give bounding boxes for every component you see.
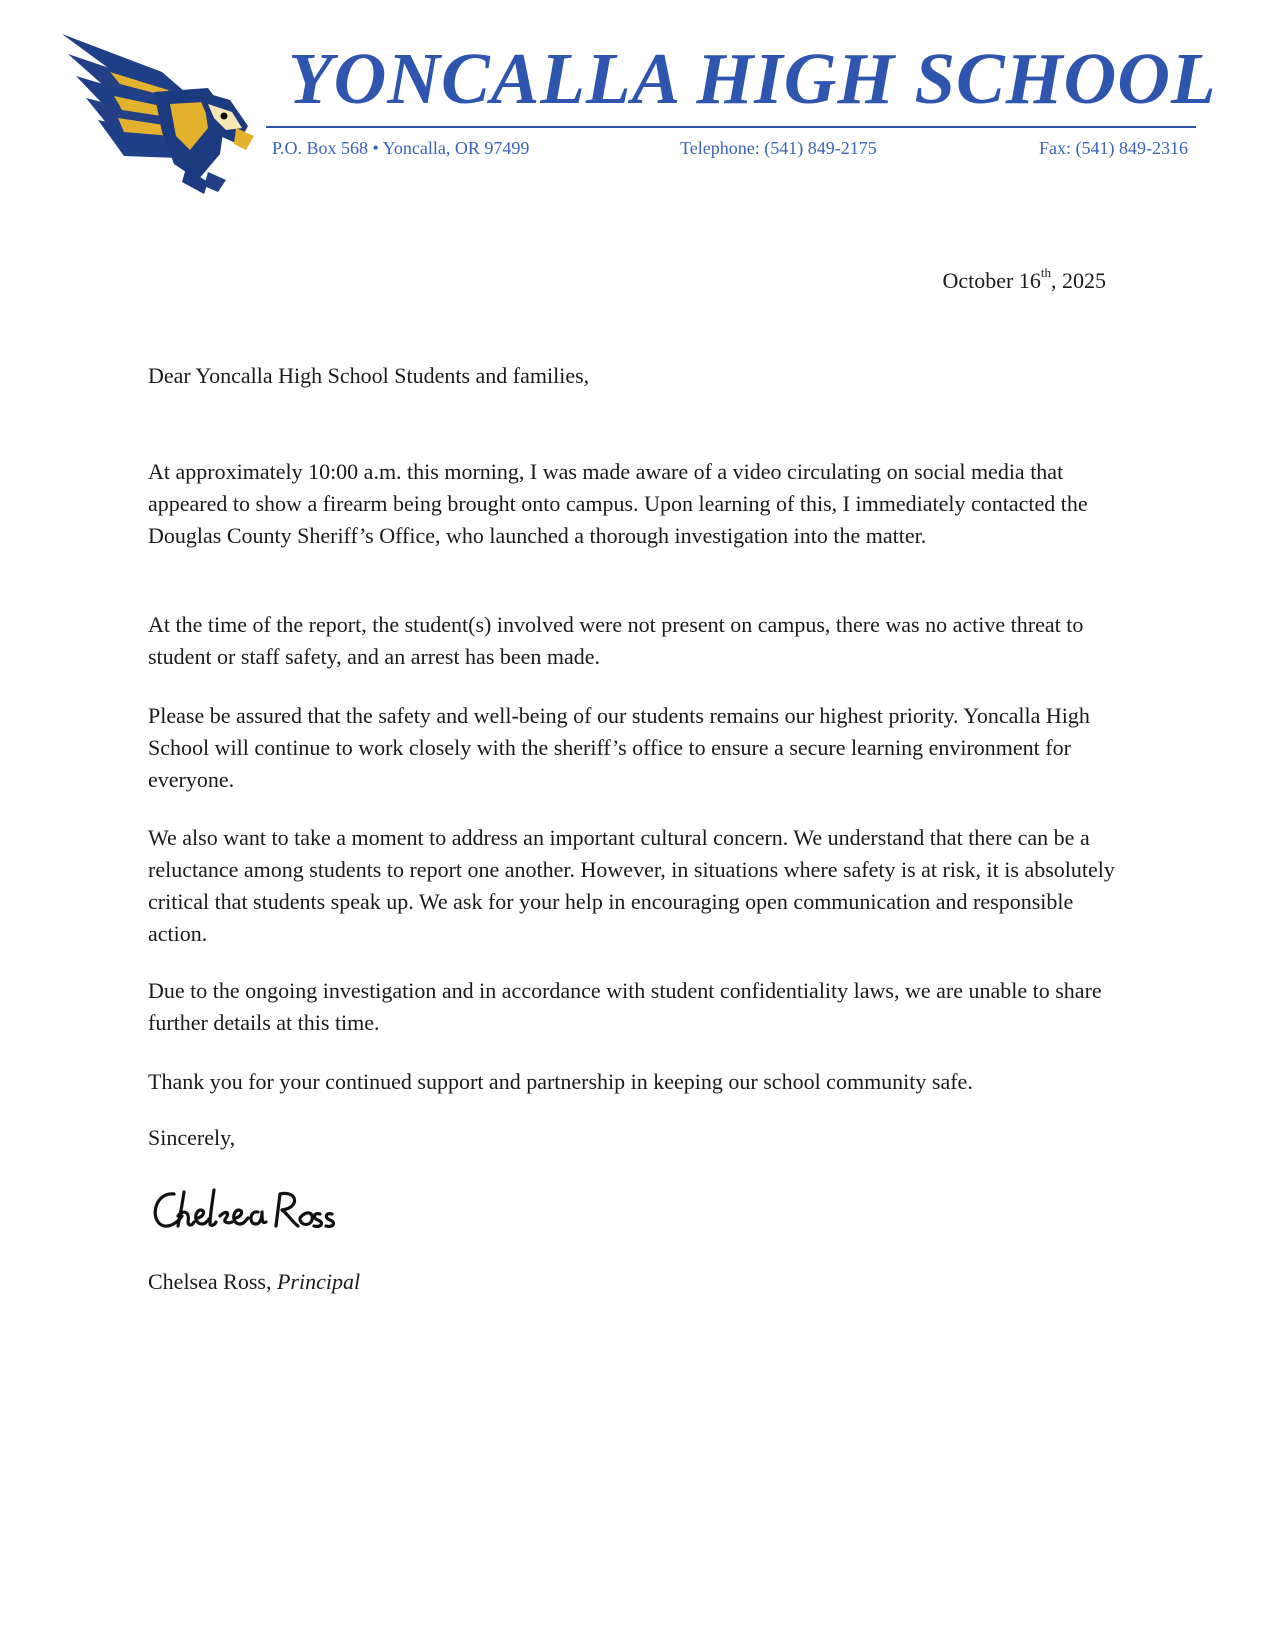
- closing: Sincerely,: [148, 1125, 236, 1150]
- school-name: YONCALLA HIGH SCHOOL: [288, 38, 1217, 119]
- paragraph: At the time of the report, the student(s) involved were not present on campus, there was no active threat to student or staff safety, and an arrest has been made.: [148, 612, 1084, 669]
- salutation: Dear Yoncalla High School Students and families,: [148, 363, 590, 388]
- date-month-day: October 16: [942, 268, 1041, 293]
- signer-name: Chelsea Ross,: [148, 1269, 277, 1294]
- school-telephone: Telephone: (541) 849-2175: [680, 138, 877, 158]
- letterhead: [0, 0, 1266, 210]
- letter-date: [800, 265, 1106, 294]
- school-fax: Fax: (541) 849-2316: [1039, 138, 1188, 158]
- date-year: , 2025: [1051, 268, 1106, 293]
- contact-row: [272, 138, 1188, 162]
- signer-line: [148, 1266, 1128, 1298]
- paragraph: Due to the ongoing investigation and in accordance with student confidentiality laws, we are unable to share further details at this time.: [148, 978, 1102, 1035]
- paragraph: Please be assured that the safety and well-being of our students remains our highest priority. Yoncalla High School will continue to work closely with the sheriff’s office to ensure a secure learning environment for everyone.: [148, 703, 1090, 792]
- paragraph: We also want to take a moment to address an important cultural concern. We understand that there can be a reluctance among students to report one another. However, in situations where safety is at risk, it is absolutely critical that students speak up. We ask for your help in encouraging open communication and responsible action.: [148, 825, 1115, 946]
- paragraph: At approximately 10:00 a.m. this morning, I was made aware of a video circulating on social media that appeared to show a firearm being brought onto campus. Upon learning of this, I immediately contacted the Douglas County Sheriff’s Office, who launched a thorough investigation into the matter.: [148, 459, 1088, 548]
- date-suffix: th: [1040, 265, 1051, 280]
- school-address: P.O. Box 568 • Yoncalla, OR 97499: [272, 138, 530, 158]
- letterhead-rule: [266, 126, 1196, 128]
- handwritten-signature: [146, 1182, 346, 1238]
- paragraph: Thank you for your continued support and partnership in keeping our school community safe.: [148, 1069, 973, 1094]
- eagle-icon: [58, 32, 258, 198]
- signer-title: Principal: [276, 1269, 361, 1294]
